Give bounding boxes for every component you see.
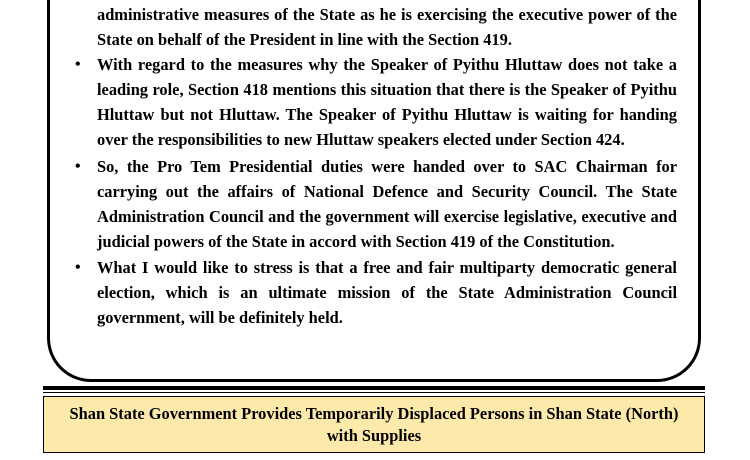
bullet-text: What I would like to stress is that a free and fair multiparty democratic general election, which is an ultimate mission of the State Administration Council government, will be definitely held. (97, 258, 677, 327)
list-item (72, 255, 677, 330)
section-divider (43, 386, 705, 390)
section-divider-thin (43, 392, 705, 393)
article-headline: Shan State Government Provides Temporarily Displaced Persons in Shan State (North) with Supplies (69, 403, 679, 445)
bullet-icon: • (75, 259, 81, 276)
bullet-list (72, 52, 677, 332)
list-item (72, 154, 677, 254)
bullet-text: So, the Pro Tem Presidential duties were handed over to SAC Chairman for carrying out the affairs of National Defence and Security Council. The State Administration Council and the government will exercise legislative, executive and judicial powers of the State in accord with Section 419 of the Constitution. (97, 156, 677, 251)
bullet-text: With regard to the measures why the Speaker of Pyithu Hluttaw does not take a leading role, Section 418 mentions this situation that there is the Speaker of Pyithu Hluttaw but not Hluttaw. The Speaker of Pyithu Hluttaw is waiting for handing over the responsibilities to new Hluttaw speakers elected under Section 424. (97, 55, 677, 149)
list-item (72, 52, 677, 152)
bullet-icon: • (75, 56, 81, 73)
bullet-icon: • (75, 157, 81, 175)
continued-paragraph: administrative measures of the State as he is exercising the executive power of the State on behalf of the President in line with the Section 419. (97, 5, 677, 49)
headline-banner (43, 396, 705, 453)
